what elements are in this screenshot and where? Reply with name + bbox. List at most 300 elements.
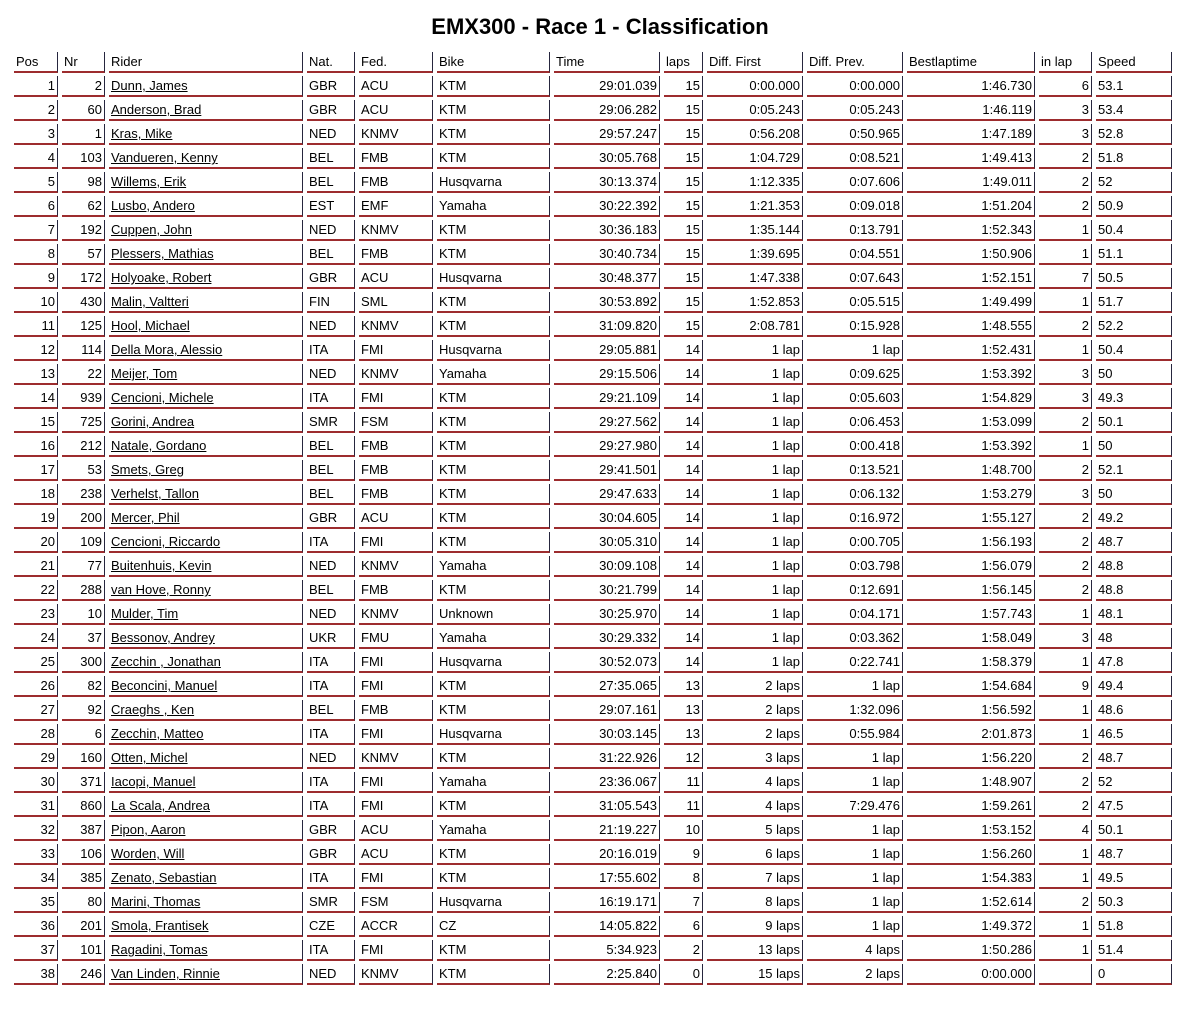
table-row: [14, 172, 1172, 193]
cell-bike: Husqvarna: [437, 172, 550, 193]
table-row: [14, 700, 1172, 721]
cell-fed: FMI: [359, 652, 433, 673]
column-header-nat: Nat.: [307, 52, 355, 73]
cell-nat: NED: [307, 364, 355, 385]
cell-diff_prev: 0:16.972: [807, 508, 903, 529]
cell-nat: GBR: [307, 76, 355, 97]
column-header-nr: Nr: [62, 52, 105, 73]
cell-in_lap: 2: [1039, 748, 1092, 769]
cell-nat: CZE: [307, 916, 355, 937]
cell-bike: KTM: [437, 412, 550, 433]
cell-laps: 11: [664, 772, 703, 793]
cell-bestlaptime: 1:46.730: [907, 76, 1035, 97]
rider-link[interactable]: Iacopi, Manuel: [111, 774, 196, 789]
cell-nr: 238: [62, 484, 105, 505]
table-row: [14, 364, 1172, 385]
cell-bestlaptime: 1:56.592: [907, 700, 1035, 721]
rider-link[interactable]: Verhelst, Tallon: [111, 486, 199, 501]
rider-link[interactable]: Willems, Erik: [111, 174, 187, 189]
cell-bestlaptime: 1:58.379: [907, 652, 1035, 673]
cell-pos: 12: [14, 340, 58, 361]
cell-diff_first: 0:56.208: [707, 124, 803, 145]
rider-link[interactable]: Holyoake, Robert: [111, 270, 212, 285]
cell-bike: Husqvarna: [437, 268, 550, 289]
table-row: [14, 220, 1172, 241]
cell-pos: 2: [14, 100, 58, 121]
cell-bike: KTM: [437, 508, 550, 529]
cell-nr: 22: [62, 364, 105, 385]
cell-time: 2:25.840: [554, 964, 660, 985]
cell-diff_prev: 1 lap: [807, 340, 903, 361]
cell-diff_first: 1:52.853: [707, 292, 803, 313]
cell-bike: Yamaha: [437, 628, 550, 649]
cell-in_lap: 6: [1039, 76, 1092, 97]
cell-fed: FMI: [359, 388, 433, 409]
rider-link[interactable]: Beconcini, Manuel: [111, 678, 218, 693]
cell-diff_first: 1 lap: [707, 364, 803, 385]
cell-diff_prev: 1 lap: [807, 820, 903, 841]
rider-link[interactable]: Della Mora, Alessio: [111, 342, 223, 357]
cell-speed: 51.7: [1096, 292, 1172, 313]
cell-in_lap: 2: [1039, 796, 1092, 817]
rider-link[interactable]: van Hove, Ronny: [111, 582, 211, 597]
cell-time: 30:22.392: [554, 196, 660, 217]
rider-link[interactable]: Worden, Will: [111, 846, 185, 861]
cell-bestlaptime: 1:56.220: [907, 748, 1035, 769]
cell-nr: 82: [62, 676, 105, 697]
cell-pos: 20: [14, 532, 58, 553]
rider-link[interactable]: Cencioni, Michele: [111, 390, 214, 405]
cell-nat: ITA: [307, 772, 355, 793]
cell-diff_prev: 1:32.096: [807, 700, 903, 721]
cell-nat: BEL: [307, 460, 355, 481]
table-row: [14, 772, 1172, 793]
cell-laps: 15: [664, 292, 703, 313]
cell-bike: Husqvarna: [437, 892, 550, 913]
cell-laps: 15: [664, 124, 703, 145]
column-header-diff-prev: Diff. Prev.: [807, 52, 903, 73]
cell-in_lap: 3: [1039, 388, 1092, 409]
cell-bestlaptime: 1:53.392: [907, 364, 1035, 385]
table-row: [14, 556, 1172, 577]
cell-rider: [109, 892, 303, 913]
cell-nr: 125: [62, 316, 105, 337]
cell-nat: ITA: [307, 676, 355, 697]
cell-diff_prev: 0:03.798: [807, 556, 903, 577]
cell-nr: 92: [62, 700, 105, 721]
cell-rider: [109, 148, 303, 169]
cell-laps: 14: [664, 532, 703, 553]
cell-pos: 5: [14, 172, 58, 193]
cell-bike: Yamaha: [437, 772, 550, 793]
cell-in_lap: 2: [1039, 532, 1092, 553]
cell-laps: 15: [664, 172, 703, 193]
cell-speed: 50: [1096, 436, 1172, 457]
cell-in_lap: 1: [1039, 220, 1092, 241]
cell-fed: FMB: [359, 244, 433, 265]
cell-pos: 13: [14, 364, 58, 385]
cell-nat: ITA: [307, 340, 355, 361]
cell-in_lap: 1: [1039, 868, 1092, 889]
cell-diff_first: 4 laps: [707, 796, 803, 817]
cell-rider: [109, 508, 303, 529]
cell-fed: FMI: [359, 532, 433, 553]
cell-speed: 50: [1096, 484, 1172, 505]
table-row: [14, 940, 1172, 961]
cell-nr: 160: [62, 748, 105, 769]
cell-rider: [109, 604, 303, 625]
cell-in_lap: 9: [1039, 676, 1092, 697]
cell-in_lap: 2: [1039, 172, 1092, 193]
cell-nat: NED: [307, 748, 355, 769]
cell-bestlaptime: 1:59.261: [907, 796, 1035, 817]
cell-bike: KTM: [437, 868, 550, 889]
cell-in_lap: [1039, 964, 1092, 985]
cell-fed: FMI: [359, 676, 433, 697]
cell-rider: [109, 76, 303, 97]
cell-time: 31:22.926: [554, 748, 660, 769]
cell-diff_first: 1 lap: [707, 556, 803, 577]
cell-nr: 37: [62, 628, 105, 649]
cell-speed: 52.2: [1096, 316, 1172, 337]
cell-nat: NED: [307, 220, 355, 241]
cell-laps: 14: [664, 652, 703, 673]
cell-in_lap: 1: [1039, 844, 1092, 865]
cell-nat: BEL: [307, 148, 355, 169]
cell-diff_first: 1:39.695: [707, 244, 803, 265]
cell-pos: 38: [14, 964, 58, 985]
cell-fed: KNMV: [359, 220, 433, 241]
cell-diff_prev: 0:15.928: [807, 316, 903, 337]
cell-laps: 9: [664, 844, 703, 865]
cell-pos: 7: [14, 220, 58, 241]
rider-link[interactable]: Natale, Gordano: [111, 438, 207, 453]
cell-diff_first: 1 lap: [707, 628, 803, 649]
cell-pos: 32: [14, 820, 58, 841]
cell-time: 31:05.543: [554, 796, 660, 817]
cell-laps: 14: [664, 460, 703, 481]
cell-bestlaptime: 1:48.555: [907, 316, 1035, 337]
cell-laps: 15: [664, 148, 703, 169]
cell-pos: 29: [14, 748, 58, 769]
rider-link[interactable]: Zecchin , Jonathan: [111, 654, 221, 669]
rider-link[interactable]: Kras, Mike: [111, 126, 173, 141]
rider-link[interactable]: Mercer, Phil: [111, 510, 180, 525]
cell-in_lap: 3: [1039, 100, 1092, 121]
cell-time: 29:06.282: [554, 100, 660, 121]
cell-laps: 12: [664, 748, 703, 769]
cell-bestlaptime: 1:56.260: [907, 844, 1035, 865]
cell-laps: 14: [664, 388, 703, 409]
cell-nat: ITA: [307, 940, 355, 961]
table-row: [14, 604, 1172, 625]
cell-time: 30:48.377: [554, 268, 660, 289]
cell-bike: Yamaha: [437, 556, 550, 577]
cell-nat: GBR: [307, 268, 355, 289]
cell-nr: 57: [62, 244, 105, 265]
cell-diff_prev: 0:05.515: [807, 292, 903, 313]
cell-pos: 17: [14, 460, 58, 481]
cell-pos: 24: [14, 628, 58, 649]
rider-link[interactable]: Marini, Thomas: [111, 894, 201, 909]
rider-link[interactable]: Lusbo, Andero: [111, 198, 195, 213]
cell-speed: 48.1: [1096, 604, 1172, 625]
cell-bike: KTM: [437, 292, 550, 313]
cell-time: 30:25.970: [554, 604, 660, 625]
cell-bike: Yamaha: [437, 364, 550, 385]
table-row: [14, 484, 1172, 505]
rider-link[interactable]: Van Linden, Rinnie: [111, 966, 220, 981]
cell-pos: 15: [14, 412, 58, 433]
cell-laps: 13: [664, 676, 703, 697]
cell-laps: 14: [664, 412, 703, 433]
cell-fed: SML: [359, 292, 433, 313]
cell-fed: ACU: [359, 820, 433, 841]
cell-fed: ACU: [359, 100, 433, 121]
rider-link[interactable]: Craeghs , Ken: [111, 702, 195, 717]
cell-laps: 14: [664, 508, 703, 529]
cell-speed: 0: [1096, 964, 1172, 985]
cell-time: 30:29.332: [554, 628, 660, 649]
rider-link[interactable]: Hool, Michael: [111, 318, 190, 333]
rider-link[interactable]: Anderson, Brad: [111, 102, 202, 117]
cell-pos: 6: [14, 196, 58, 217]
cell-fed: FMI: [359, 796, 433, 817]
table-row: [14, 292, 1172, 313]
table-row: [14, 244, 1172, 265]
cell-laps: 15: [664, 244, 703, 265]
rider-link[interactable]: Smola, Frantisek: [111, 918, 209, 933]
cell-diff_prev: 2 laps: [807, 964, 903, 985]
rider-link[interactable]: Zenato, Sebastian: [111, 870, 217, 885]
cell-laps: 13: [664, 724, 703, 745]
cell-time: 30:04.605: [554, 508, 660, 529]
cell-fed: ACCR: [359, 916, 433, 937]
cell-laps: 14: [664, 364, 703, 385]
cell-diff_prev: 1 lap: [807, 676, 903, 697]
cell-diff_prev: 1 lap: [807, 916, 903, 937]
rider-link[interactable]: Vandueren, Kenny: [111, 150, 218, 165]
cell-nat: SMR: [307, 892, 355, 913]
table-row: [14, 580, 1172, 601]
cell-diff_prev: 0:07.606: [807, 172, 903, 193]
cell-nr: 387: [62, 820, 105, 841]
rider-link[interactable]: Pipon, Aaron: [111, 822, 186, 837]
cell-in_lap: 4: [1039, 820, 1092, 841]
cell-diff_prev: 0:06.132: [807, 484, 903, 505]
rider-link[interactable]: Cencioni, Riccardo: [111, 534, 221, 549]
cell-bike: KTM: [437, 76, 550, 97]
cell-bike: KTM: [437, 460, 550, 481]
table-row: [14, 820, 1172, 841]
cell-fed: FMB: [359, 484, 433, 505]
cell-pos: 31: [14, 796, 58, 817]
cell-speed: 49.3: [1096, 388, 1172, 409]
cell-diff_first: 3 laps: [707, 748, 803, 769]
cell-laps: 8: [664, 868, 703, 889]
table-row: [14, 868, 1172, 889]
table-row: [14, 916, 1172, 937]
rider-link[interactable]: Zecchin, Matteo: [111, 726, 204, 741]
cell-bestlaptime: 2:01.873: [907, 724, 1035, 745]
cell-rider: [109, 532, 303, 553]
cell-time: 29:21.109: [554, 388, 660, 409]
cell-in_lap: 1: [1039, 724, 1092, 745]
cell-rider: [109, 436, 303, 457]
cell-speed: 51.8: [1096, 916, 1172, 937]
cell-time: 16:19.171: [554, 892, 660, 913]
cell-rider: [109, 100, 303, 121]
cell-rider: [109, 676, 303, 697]
rider-link[interactable]: Cuppen, John: [111, 222, 192, 237]
cell-pos: 25: [14, 652, 58, 673]
cell-time: 21:19.227: [554, 820, 660, 841]
cell-diff_prev: 0:09.625: [807, 364, 903, 385]
rider-link[interactable]: Ragadini, Tomas: [111, 942, 208, 957]
column-header-pos: Pos: [14, 52, 58, 73]
cell-diff_first: 1:12.335: [707, 172, 803, 193]
cell-diff_prev: 0:05.603: [807, 388, 903, 409]
cell-in_lap: 2: [1039, 412, 1092, 433]
cell-diff_first: 7 laps: [707, 868, 803, 889]
cell-speed: 51.4: [1096, 940, 1172, 961]
cell-bike: Yamaha: [437, 820, 550, 841]
cell-speed: 48.8: [1096, 580, 1172, 601]
cell-in_lap: 2: [1039, 196, 1092, 217]
cell-bike: Unknown: [437, 604, 550, 625]
rider-link[interactable]: Gorini, Andrea: [111, 414, 195, 429]
table-row: [14, 796, 1172, 817]
cell-speed: 50.4: [1096, 340, 1172, 361]
cell-in_lap: 3: [1039, 124, 1092, 145]
cell-in_lap: 1: [1039, 700, 1092, 721]
cell-fed: FMB: [359, 460, 433, 481]
cell-diff_prev: 1 lap: [807, 844, 903, 865]
cell-nr: 939: [62, 388, 105, 409]
cell-laps: 15: [664, 76, 703, 97]
cell-rider: [109, 652, 303, 673]
rider-link[interactable]: Plessers, Mathias: [111, 246, 214, 261]
cell-nr: 98: [62, 172, 105, 193]
table-row: [14, 412, 1172, 433]
rider-link[interactable]: Dunn, James: [111, 78, 188, 93]
rider-link[interactable]: Smets, Greg: [111, 462, 184, 477]
cell-nat: NED: [307, 316, 355, 337]
cell-nr: 10: [62, 604, 105, 625]
cell-diff_prev: 0:50.965: [807, 124, 903, 145]
cell-diff_prev: 0:13.521: [807, 460, 903, 481]
cell-nat: GBR: [307, 508, 355, 529]
cell-diff_first: 4 laps: [707, 772, 803, 793]
table-row: [14, 148, 1172, 169]
rider-link[interactable]: Meijer, Tom: [111, 366, 178, 381]
cell-nat: GBR: [307, 844, 355, 865]
cell-diff_first: 9 laps: [707, 916, 803, 937]
cell-speed: 48.7: [1096, 844, 1172, 865]
cell-laps: 7: [664, 892, 703, 913]
cell-diff_first: 1 lap: [707, 412, 803, 433]
cell-diff_first: 0:00.000: [707, 76, 803, 97]
table-row: [14, 844, 1172, 865]
cell-diff_first: 1:47.338: [707, 268, 803, 289]
cell-time: 27:35.065: [554, 676, 660, 697]
cell-bike: KTM: [437, 436, 550, 457]
cell-diff_first: 6 laps: [707, 844, 803, 865]
cell-diff_prev: 0:55.984: [807, 724, 903, 745]
cell-in_lap: 2: [1039, 892, 1092, 913]
rider-link[interactable]: Otten, Michel: [111, 750, 188, 765]
rider-link[interactable]: Mulder, Tim: [111, 606, 179, 621]
cell-time: 29:47.633: [554, 484, 660, 505]
cell-diff_prev: 0:04.551: [807, 244, 903, 265]
cell-speed: 48.6: [1096, 700, 1172, 721]
cell-fed: KNMV: [359, 316, 433, 337]
cell-bike: KTM: [437, 964, 550, 985]
cell-bestlaptime: 1:56.193: [907, 532, 1035, 553]
cell-diff_prev: 0:07.643: [807, 268, 903, 289]
cell-rider: [109, 868, 303, 889]
cell-nr: 172: [62, 268, 105, 289]
cell-in_lap: 2: [1039, 460, 1092, 481]
cell-pos: 11: [14, 316, 58, 337]
cell-speed: 48.7: [1096, 748, 1172, 769]
cell-speed: 50.5: [1096, 268, 1172, 289]
cell-nr: 80: [62, 892, 105, 913]
cell-pos: 3: [14, 124, 58, 145]
cell-bike: KTM: [437, 124, 550, 145]
cell-rider: [109, 124, 303, 145]
cell-bestlaptime: 1:54.684: [907, 676, 1035, 697]
cell-time: 30:21.799: [554, 580, 660, 601]
cell-time: 30:09.108: [554, 556, 660, 577]
rider-link[interactable]: Bessonov, Andrey: [111, 630, 215, 645]
rider-link[interactable]: Malin, Valtteri: [111, 294, 189, 309]
column-header-rider: Rider: [109, 52, 303, 73]
cell-rider: [109, 364, 303, 385]
cell-bike: KTM: [437, 676, 550, 697]
cell-diff_first: 1 lap: [707, 580, 803, 601]
cell-speed: 49.4: [1096, 676, 1172, 697]
cell-rider: [109, 628, 303, 649]
cell-rider: [109, 268, 303, 289]
cell-bestlaptime: 1:58.049: [907, 628, 1035, 649]
cell-laps: 15: [664, 268, 703, 289]
rider-link[interactable]: Buitenhuis, Kevin: [111, 558, 212, 573]
column-header-in-lap: in lap: [1039, 52, 1092, 73]
cell-diff_first: 1:35.144: [707, 220, 803, 241]
cell-laps: 14: [664, 340, 703, 361]
cell-diff_first: 1 lap: [707, 388, 803, 409]
cell-diff_first: 2 laps: [707, 700, 803, 721]
cell-bestlaptime: 1:50.286: [907, 940, 1035, 961]
cell-pos: 8: [14, 244, 58, 265]
cell-pos: 26: [14, 676, 58, 697]
cell-laps: 15: [664, 100, 703, 121]
rider-link[interactable]: La Scala, Andrea: [111, 798, 211, 813]
cell-nr: 109: [62, 532, 105, 553]
cell-bestlaptime: 1:57.743: [907, 604, 1035, 625]
cell-nr: 192: [62, 220, 105, 241]
cell-in_lap: 2: [1039, 508, 1092, 529]
table-row: [14, 340, 1172, 361]
cell-in_lap: 2: [1039, 148, 1092, 169]
cell-time: 30:13.374: [554, 172, 660, 193]
table-row: [14, 748, 1172, 769]
cell-diff_prev: 0:00.418: [807, 436, 903, 457]
table-row: [14, 676, 1172, 697]
cell-diff_first: 1 lap: [707, 532, 803, 553]
cell-bestlaptime: 1:52.614: [907, 892, 1035, 913]
